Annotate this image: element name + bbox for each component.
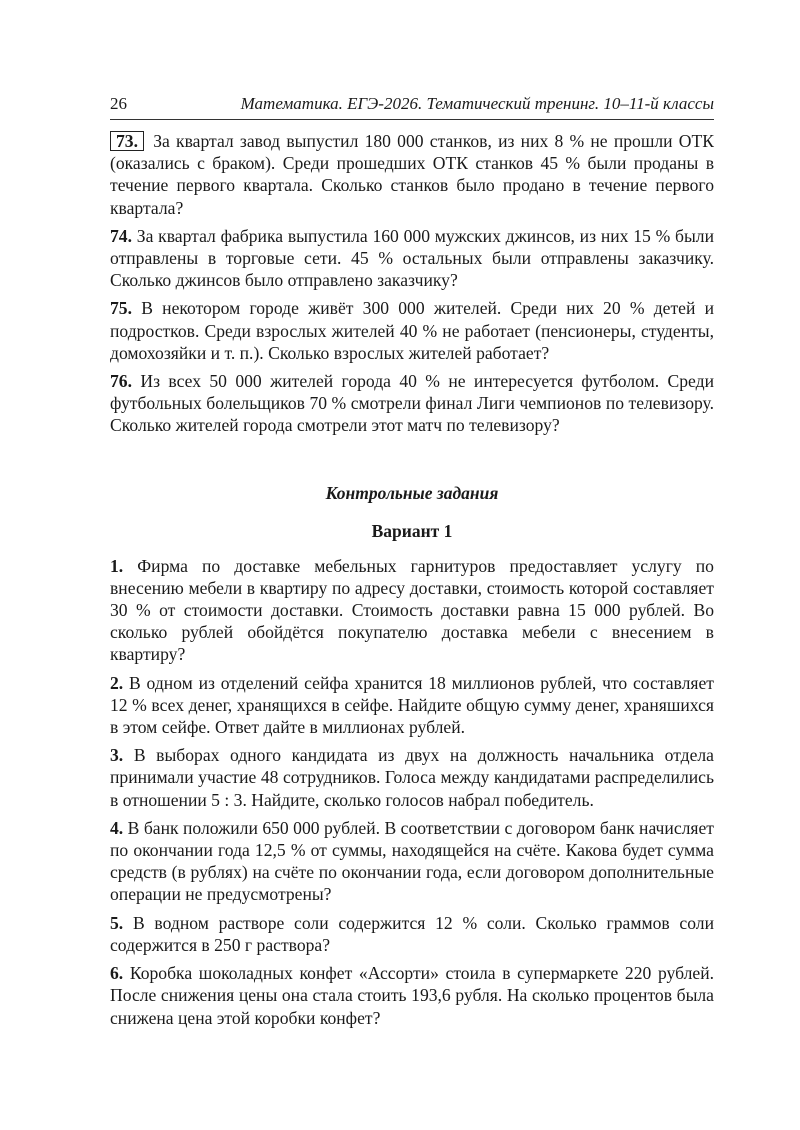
problem-text: В водном растворе соли содержится 12 % соли. Сколько граммов соли содержится в 250 г раствора? [110, 912, 715, 955]
problem-number: 3. [110, 745, 124, 766]
variant-title: Вариант 1 [371, 520, 453, 541]
problem-text: В выборах одного кандидата из двух на должность начальника отдела принимали участие 48 сотрудников. Голоса между кандидатами распределились в отношении 5 : 3. Найдите, сколько голосов набрал победитель. [110, 745, 714, 810]
running-title: Математика. ЕГЭ-2026. Тематический тренинг. 10–11-й классы [240, 94, 714, 113]
problem-number: 74. [110, 225, 132, 246]
variant-problem-3 [110, 744, 714, 811]
problem-text: Из всех 50 000 жителей города 40 % не интересуется футболом. Среди футбольных болельщиков 70 % смотрели финал Лиги чемпионов по телевизору. Сколько жителей города смотрели этот матч по телевизору? [110, 371, 714, 436]
problem-text: Фирма по доставке мебельных гарнитуров предоставляет услугу по внесению мебели в квартиру по адресу доставки, стоимость которой составляет 30 % от стоимости доставки. Стоимость доставки равна 15 000 рублей. Во сколько рублей обойдётся покупателю доставка мебели с внесением в квартиру? [110, 555, 714, 665]
problem-text: В одном из отделений сейфа хранится 18 миллионов рублей, что составляет 12 % всех денег, хранящихся в сейфе. Найдите общую сумму денег, храняшихся в этом сейфе. Ответ дайте в миллионах рублей. [110, 672, 714, 738]
variant-problem-1 [110, 555, 714, 666]
section-title: Контрольные задания [325, 482, 499, 503]
problem-text: Коробка шоколадных конфет «Ассорти» стоила в супермаркете 220 рублей. После снижения цены она стала стоить 193,6 рубля. На сколько процентов была снижена цена этой коробки конфет? [110, 963, 715, 1028]
problem-number: 2. [110, 672, 124, 693]
problem-74 [110, 225, 714, 292]
problem-75 [110, 297, 714, 364]
problem-text: В некотором городе живёт 300 000 жителей. Среди них 20 % детей и подростков. Среди взрослых жителей 40 % не работает (пенсионеры, студенты, домохозяйки и т. п.). Сколько взрослых жителей работает? [110, 298, 714, 363]
problem-number-boxed: 73. [110, 131, 144, 151]
problem-text: В банк положили 650 000 рублей. В соответствии с договором банк начисляет по окончании года 12,5 % от суммы, находящейся на счёте. Какова будет сумма средств (в рублях) на счёте по окончании года, если договором дополнительные операции не предусмотрены? [110, 817, 714, 905]
book-page [110, 92, 714, 1029]
problem-text: За квартал завод выпустил 180 000 станков, из них 8 % не прошли ОТК (оказались с браком). Среди прошедших ОТК станков 45 % были проданы в течение первого квартала. Сколько станков было продано в течение первого квартала? [110, 131, 714, 218]
problem-76 [110, 370, 714, 437]
problem-number: 6. [110, 963, 124, 984]
problem-73 [110, 130, 714, 219]
problem-number: 76. [110, 371, 132, 392]
problem-number: 1. [110, 555, 124, 576]
variant-problem-6 [110, 962, 714, 1029]
problem-text: За квартал фабрика выпустила 160 000 мужских джинсов, из них 15 % были отправлены в торговые сети. 45 % остальных были отправлены заказчику. Сколько джинсов было отправлено заказчику? [110, 225, 714, 291]
problem-number: 5. [110, 912, 124, 933]
variant-problem-2 [110, 672, 714, 739]
variant-problem-4 [110, 817, 714, 906]
page-number: 26 [110, 94, 127, 113]
problem-number: 75. [110, 298, 132, 319]
running-header [110, 92, 714, 120]
variant-problem-5 [110, 912, 714, 956]
problem-number: 4. [110, 817, 124, 838]
